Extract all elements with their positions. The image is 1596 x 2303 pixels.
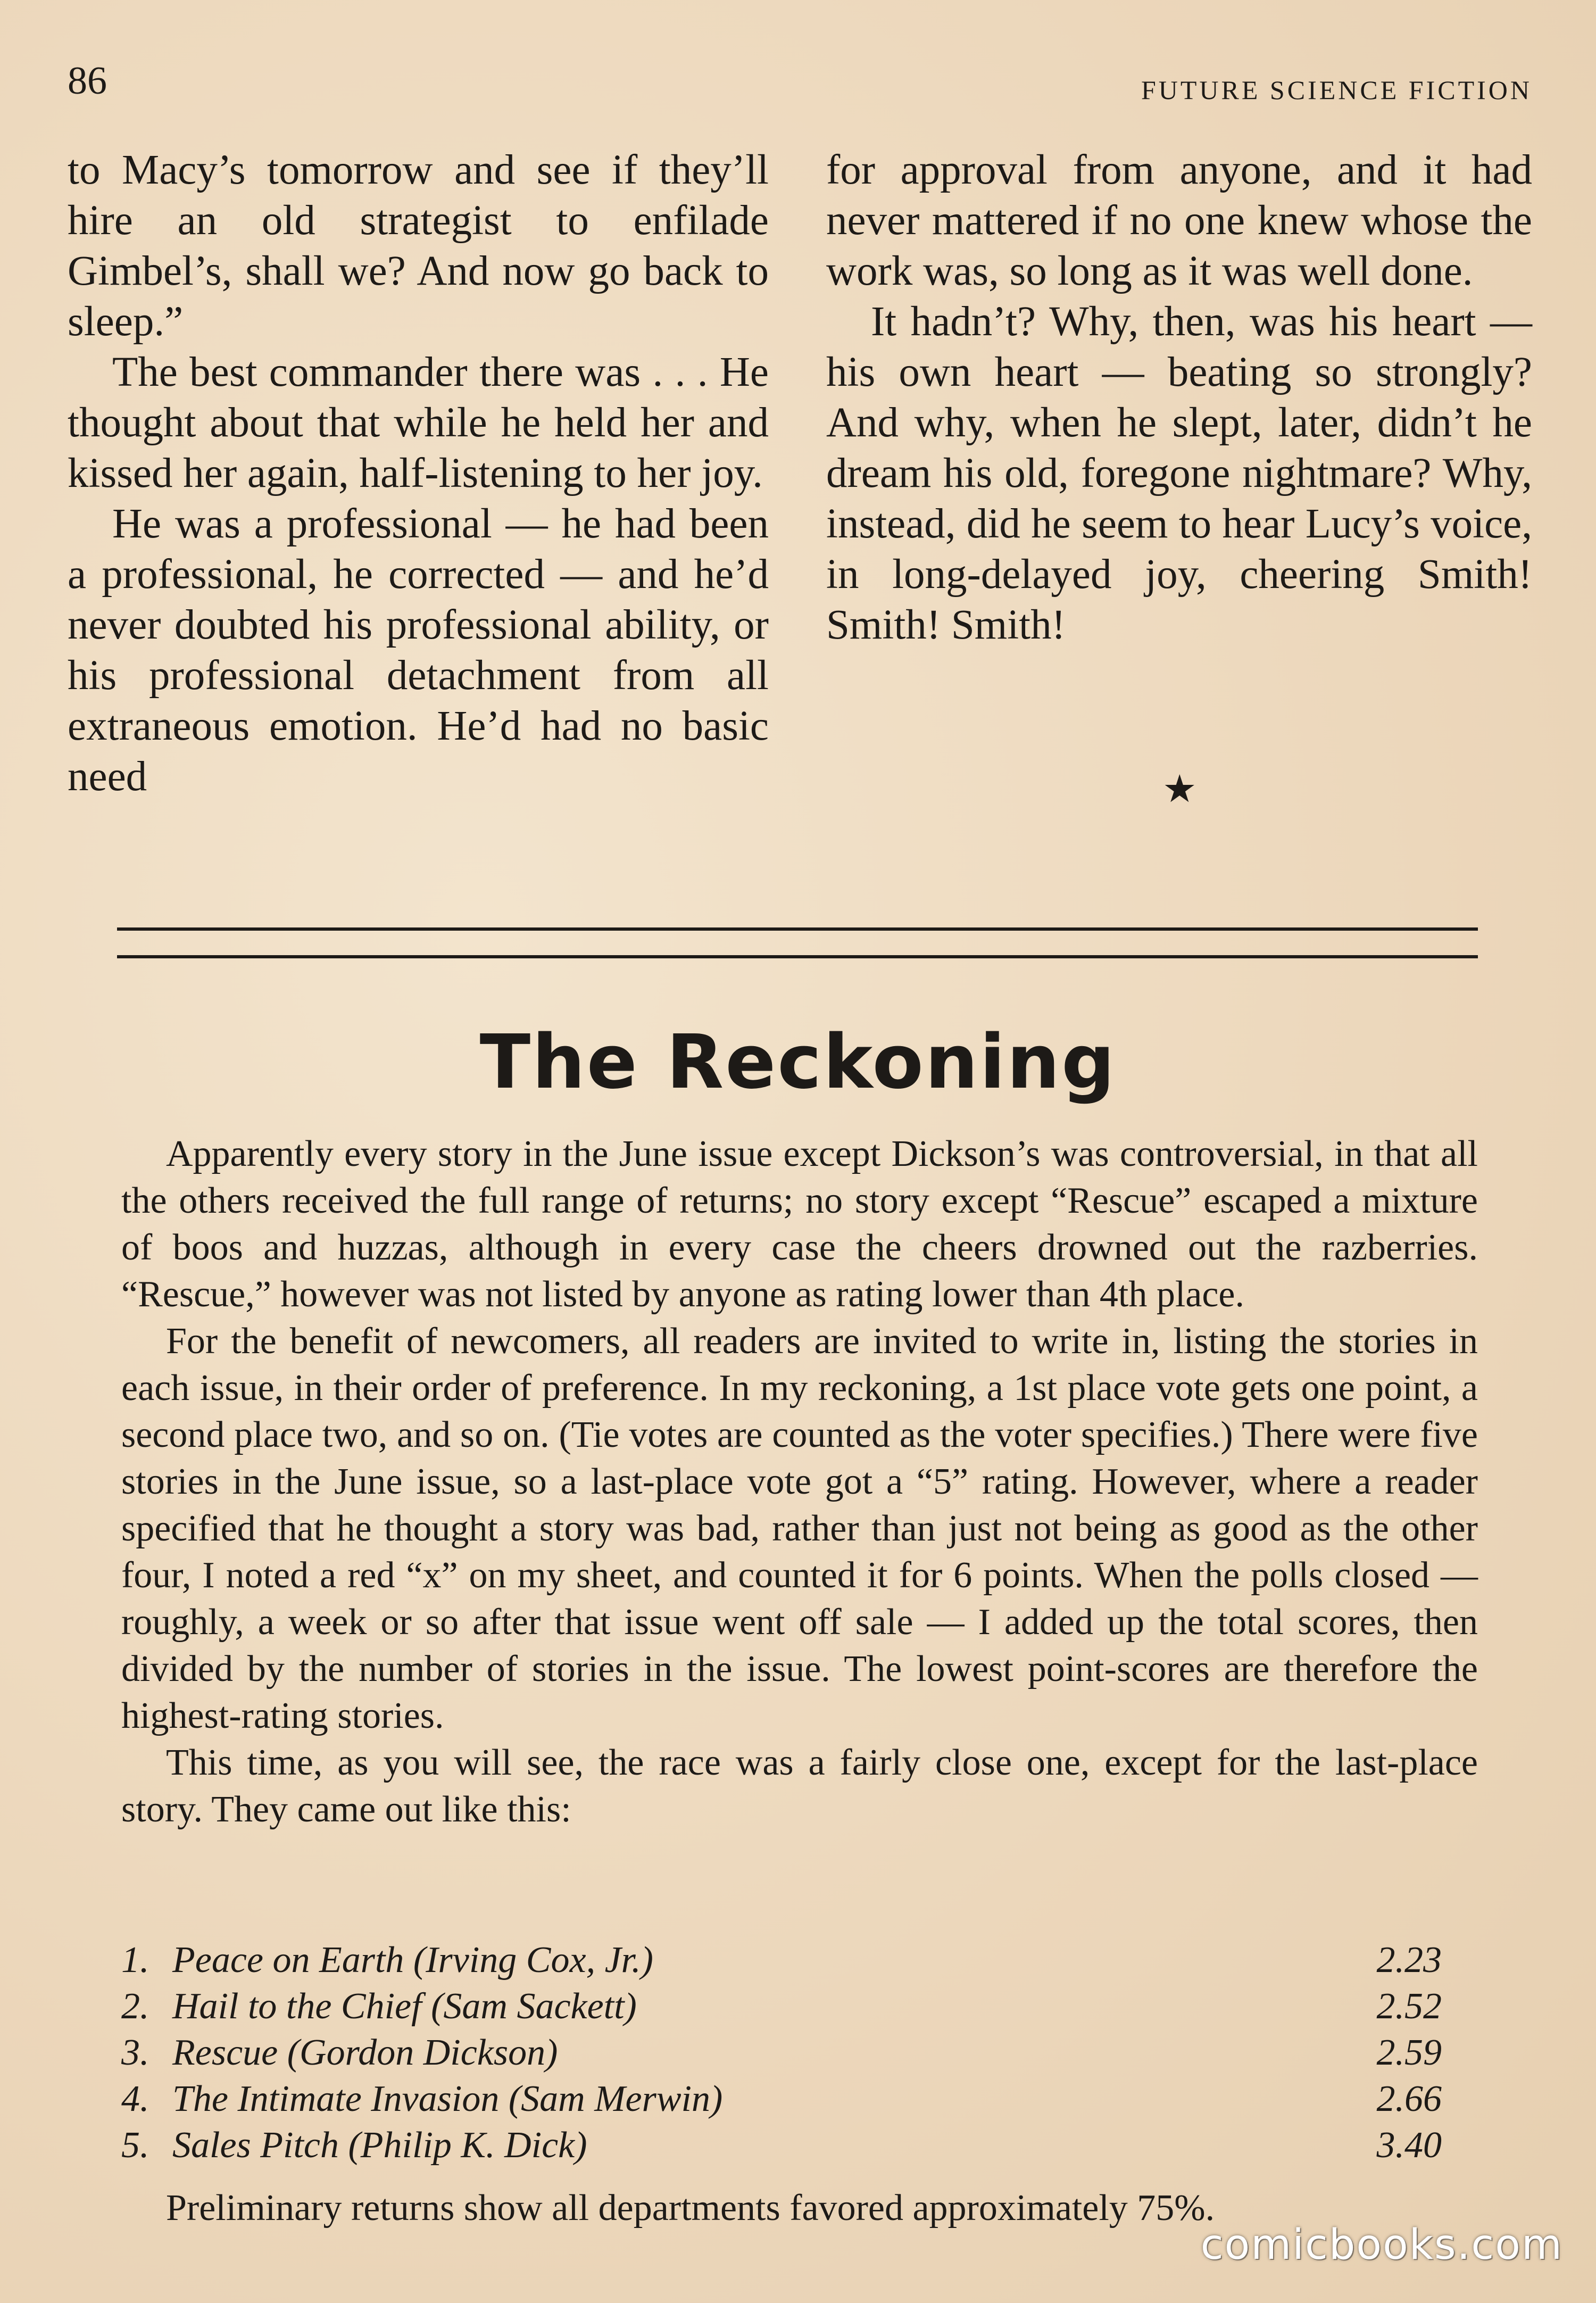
story-paragraph: to Macy’s tomorrow and see if they’ll hire an old strategist to enfilade Gimbel’s, shall we? And now go back to sleep.” (68, 147, 769, 345)
section-paragraph: For the benefit of newcomers, all readers are invited to write in, listing the stories in each issue, in their order of preference. In my reckoning, a 1st place vote gets one point, a second place two, and so on. (Tie votes are counted as the voter specifies.) There were five stories in the June issue, so a last-place vote got a “5” rating. However, where a reader specified that he thought a story was bad, rather than just not being as good as the other four, I noted a red “x” on my sheet, and counted it for 6 points. When the polls closed — roughly, a week or so after that issue went off sale — I added up the total scores, then divided by the number of stories in the issue. The lowest point-scores are therefore the highest-rating stories. (121, 1321, 1478, 1736)
result-rank: 2. (121, 1986, 149, 2027)
departments-note: Preliminary returns show all departments favored approximately 75%. (166, 2188, 1215, 2229)
result-row: 1. Peace on Earth (Irving Cox, Jr.) 2.23 (121, 1937, 1442, 1983)
result-author: Irving Cox, Jr. (426, 1940, 641, 1981)
section-body (121, 1131, 1478, 1833)
result-score: 2.23 (1376, 1940, 1442, 1981)
result-author: Philip K. Dick (360, 2125, 575, 2166)
result-rank: 4. (121, 2078, 149, 2119)
result-score: 2.66 (1376, 2078, 1442, 2119)
divider-rule (117, 927, 1478, 931)
story-paragraph: It hadn’t? Why, then, was his heart — his own heart — beating so strongly? And why, when he slept, later, didn’t he dream his old, foregone nightmare? Why, instead, did he seem to hear Lucy’s voice, in long-delayed joy, cheering Smith! Smith! Smith! (826, 299, 1532, 648)
divider-rule (117, 955, 1478, 958)
result-rank: 5. (121, 2125, 149, 2166)
result-row: 2. Hail to the Chief (Sam Sackett) 2.52 (121, 1983, 1442, 2029)
story-paragraph: for approval from anyone, and it had never mattered if no one knew whose the work was, so long as it was well done. (826, 147, 1532, 294)
story-end-star-icon: ★ (1162, 766, 1197, 811)
result-author: Sam Sackett (443, 1986, 625, 2027)
result-score: 2.59 (1376, 2032, 1442, 2073)
page-header (68, 59, 1532, 106)
story-paragraph: He was a professional — he had been a professional, he corrected — and he’d never doubted his professional ability, or his professional detachment from all extraneous emotion. He’d had no basic need (68, 501, 769, 800)
result-row: 3. Rescue (Gordon Dickson) 2.59 (121, 2029, 1442, 2076)
result-title: Rescue (172, 2032, 278, 2073)
result-row: 4. The Intimate Invasion (Sam Merwin) 2.66 (121, 2076, 1442, 2122)
result-title: Peace on Earth (172, 1940, 404, 1981)
result-title: The Intimate Invasion (172, 2078, 500, 2119)
section-title: The Reckoning (479, 1019, 1117, 1106)
watermark-logo: comicbooks.com (1200, 2221, 1563, 2269)
running-title: FUTURE SCIENCE FICTION (1141, 75, 1532, 105)
result-title: Hail to the Chief (172, 1986, 422, 2027)
result-author: Gordon Dickson (300, 2032, 546, 2073)
result-row: 5. Sales Pitch (Philip K. Dick) 3.40 (121, 2122, 1442, 2168)
result-rank: 1. (121, 1940, 149, 1981)
story-column-left (68, 145, 769, 802)
result-score: 2.52 (1376, 1986, 1442, 2027)
result-title: Sales Pitch (172, 2125, 339, 2166)
result-author: Sam Merwin (521, 2078, 710, 2119)
results-list (121, 1937, 1442, 2168)
story-column-right (826, 145, 1532, 650)
page-number: 86 (68, 59, 107, 103)
result-rank: 3. (121, 2032, 149, 2073)
section-paragraph: Apparently every story in the June issue except Dickson’s was controversial, in that all the others received the full range of returns; no story except “Rescue” escaped a mixture of boos and huzzas, although in every case the cheers drowned out the razberries. “Rescue,” however was not listed by anyone as rating lower than 4th place. (121, 1133, 1478, 1315)
story-paragraph: The best commander there was . . . He thought about that while he held her and kissed her again, half-listening to her joy. (68, 349, 769, 496)
result-score: 3.40 (1376, 2125, 1442, 2166)
section-paragraph: This time, as you will see, the race was a fairly close one, except for the last-place story. They came out like this: (121, 1742, 1478, 1830)
